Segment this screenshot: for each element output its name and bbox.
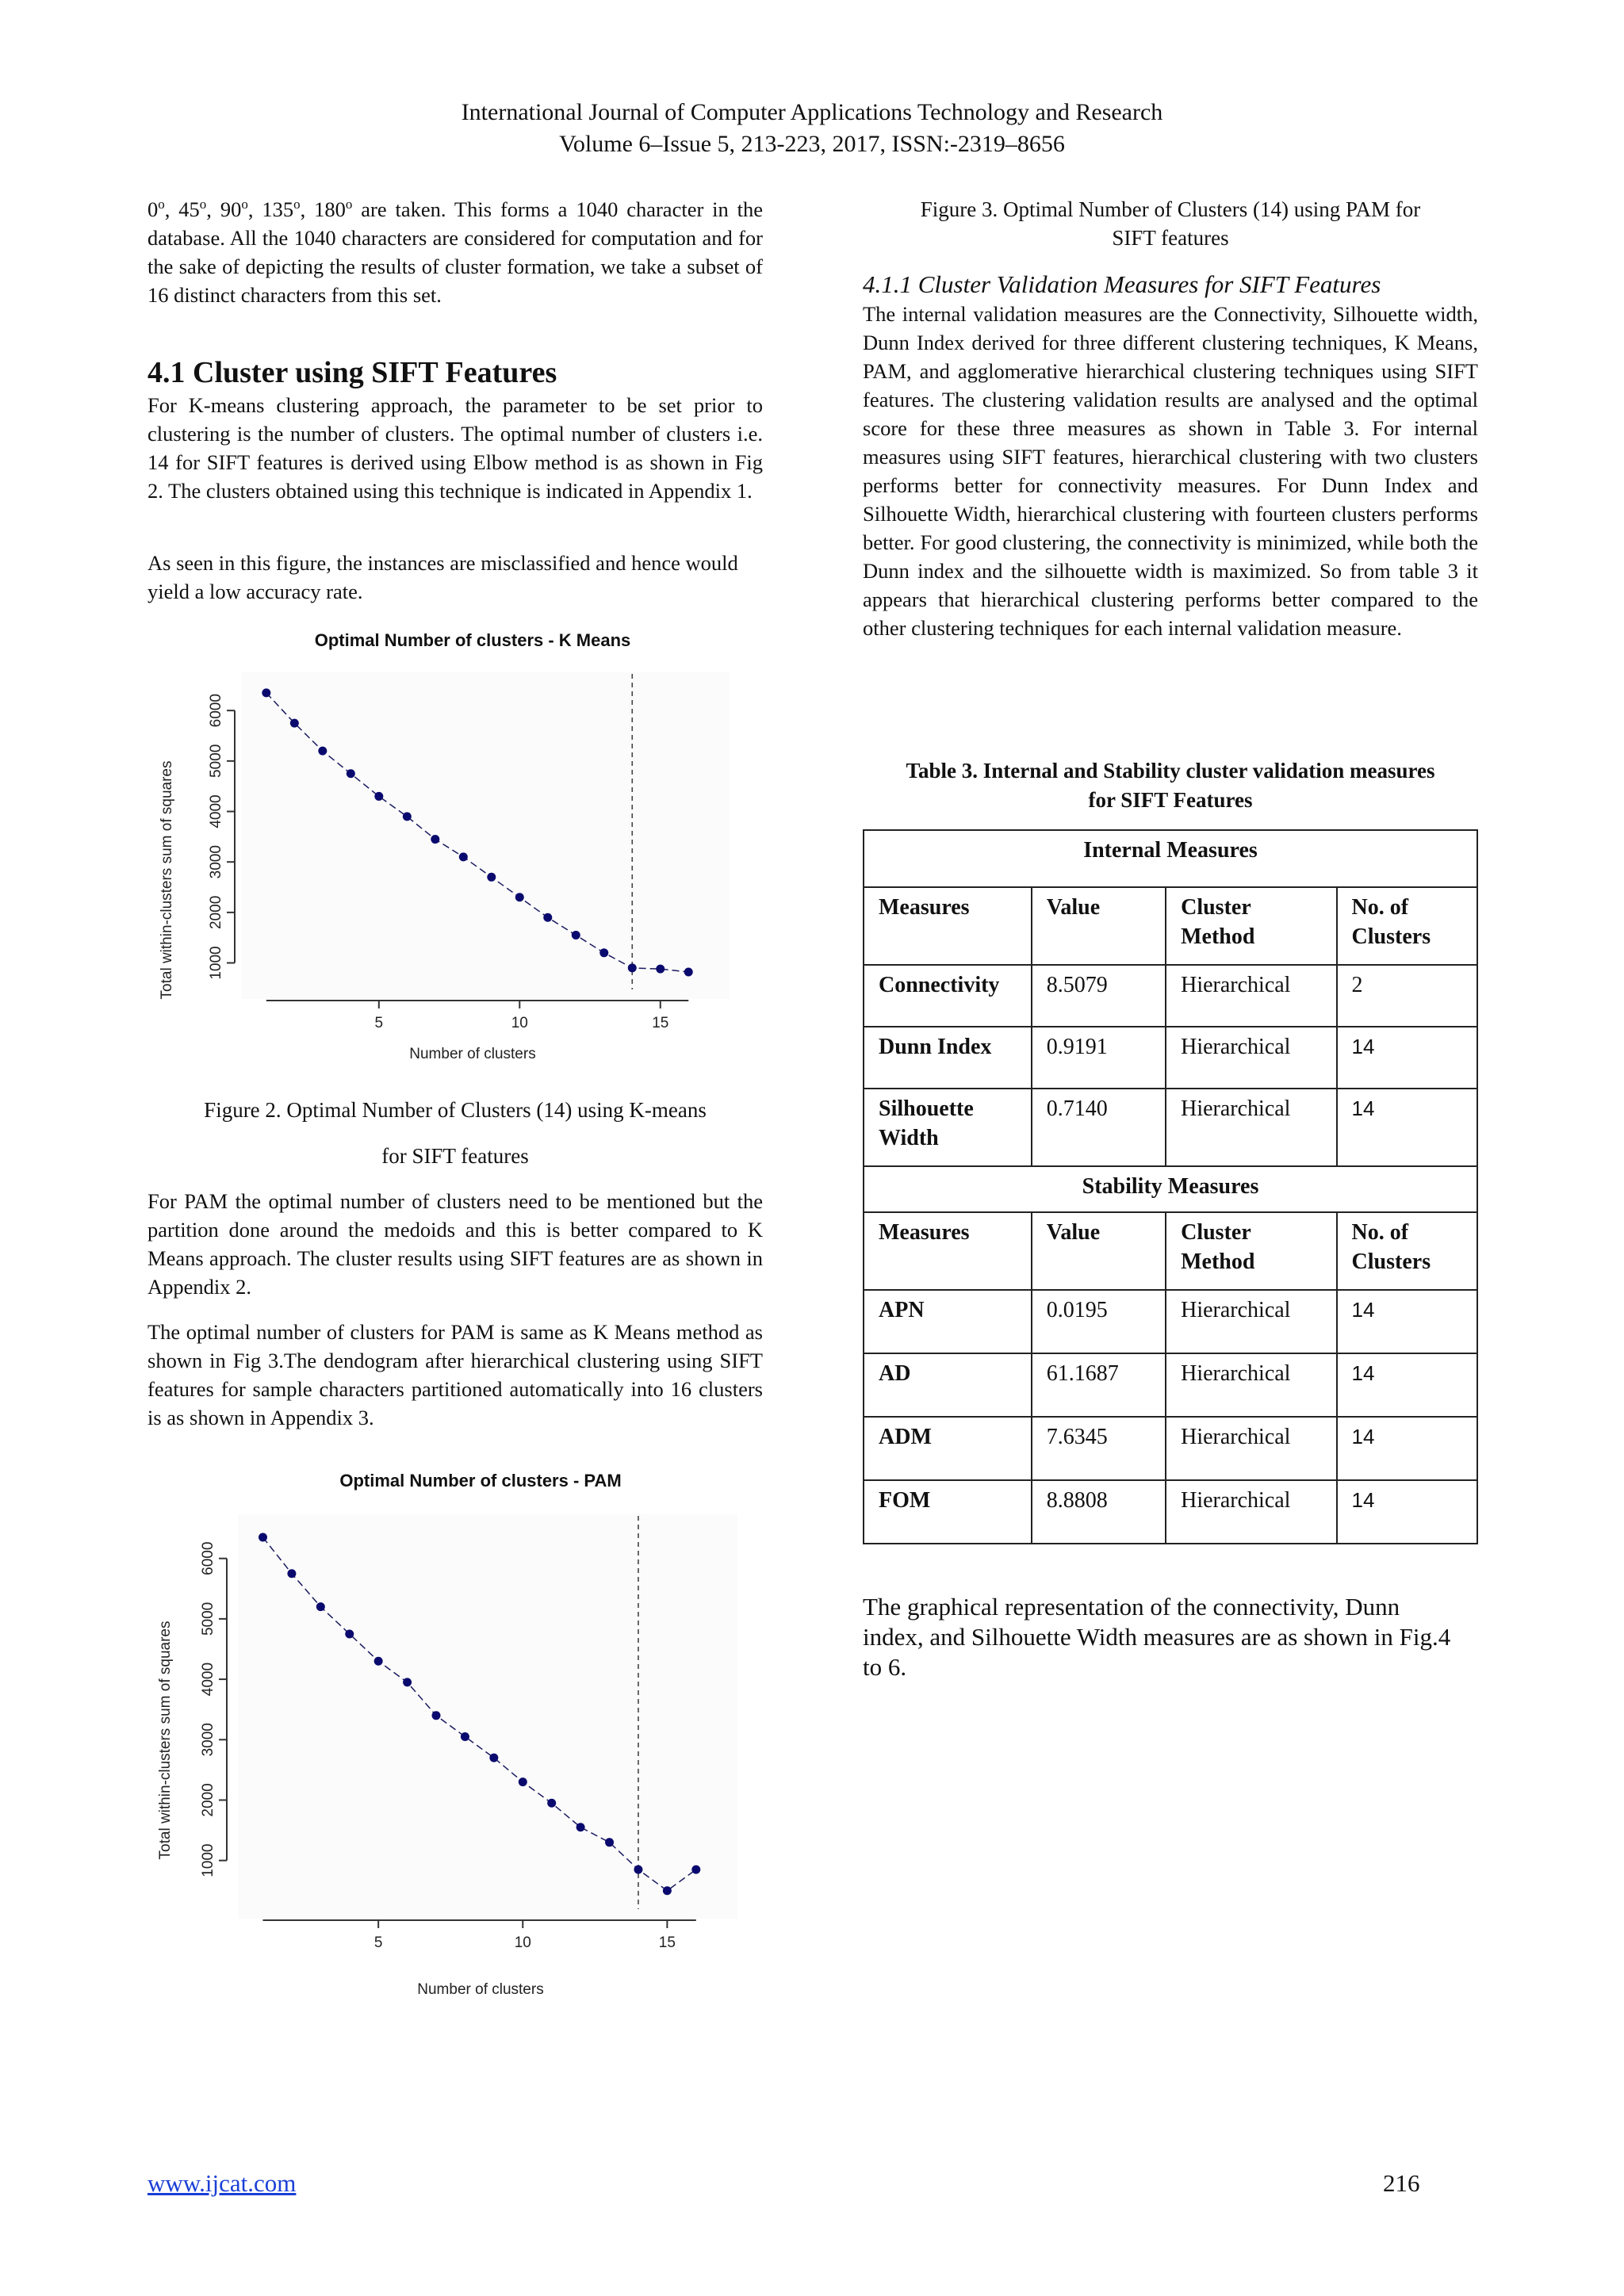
kmeans-elbow-chart [147, 618, 774, 1070]
plot-background [238, 1514, 737, 1919]
angle-180: 180 [314, 197, 346, 221]
footer-link[interactable]: www.ijcat.com [147, 2169, 297, 2197]
x-tick-label: 10 [514, 1934, 531, 1951]
data-point [656, 965, 665, 974]
table-row: APN 0.0195 Hierarchical 14 [864, 1290, 1477, 1353]
y-tick-label: 4000 [208, 794, 224, 828]
data-point [515, 893, 524, 901]
angle-0: 0 [147, 197, 159, 221]
internal-measures-title: Internal Measures [864, 830, 1477, 887]
x-tick-label: 5 [374, 1015, 384, 1031]
table-header-row: Measures Value Cluster Method No. of Clusters [864, 887, 1477, 965]
table-row: ADM 7.6345 Hierarchical 14 [864, 1417, 1477, 1480]
y-axis-label: Total within-clusters sum of squares [157, 1621, 174, 1860]
data-point [290, 719, 299, 728]
data-point [459, 852, 468, 861]
right-closing-paragraph: The graphical representation of the connectivity, Dunn index, and Silhouette Width measures are as shown in Fig.4 to 6. [863, 1593, 1451, 1681]
table-row: FOM 8.8808 Hierarchical 14 [864, 1480, 1477, 1544]
y-tick-label: 3000 [208, 845, 224, 879]
data-point [691, 1866, 700, 1874]
y-tick-label: 2000 [200, 1783, 216, 1817]
stability-measures-title: Stability Measures [864, 1166, 1477, 1212]
y-axis-label: Total within-clusters sum of squares [159, 760, 175, 1000]
y-tick-label: 6000 [200, 1541, 216, 1575]
figure3-caption-line2: SIFT features [1112, 226, 1229, 250]
data-point [628, 963, 637, 972]
y-tick-label: 5000 [200, 1601, 216, 1636]
chart-plot [208, 672, 730, 1031]
y-tick-label: 4000 [200, 1662, 216, 1697]
x-tick-label: 10 [511, 1015, 528, 1031]
table3-caption: Table 3. Internal and Stability cluster validation measures for SIFT Features [906, 759, 1435, 812]
angle-135: 135 [262, 197, 294, 221]
left-paragraph-dendogram: The optimal number of clusters for PAM is same as K Means method as shown in Fig 3.The dendogram after hierarchical clustering using SIFT features for sample characters partitioned automatically into 16 clusters is as shown in Appendix 3. [147, 1320, 763, 1429]
x-tick-label: 5 [373, 1934, 383, 1951]
data-point [345, 1629, 354, 1638]
data-point [487, 873, 496, 882]
left-paragraph-misclassified: As seen in this figure, the instances are misclassified and hence would yield a low accuracy rate. [147, 551, 738, 603]
data-point [403, 1678, 412, 1686]
y-tick-label: 1000 [200, 1843, 216, 1877]
data-point [543, 913, 552, 922]
x-axis-label: Number of clusters [417, 1981, 544, 1998]
pam-elbow-chart [147, 1459, 774, 2006]
left-paragraph-kmeans: For K-means clustering approach, the parameter to be set prior to clustering is the number of clusters. The optimal number of clusters i.e. 14 for SIFT features is derived using Elbow method is as shown in Fig 2. The clusters obtained using this technique is indicated in Appendix 1. [147, 393, 763, 503]
plot-background [242, 672, 730, 999]
data-point [576, 1823, 585, 1831]
left-intro-paragraph: 0$^o$, 45$^o$, 90$^o$, 135$^o$, 180$^o$ are taken. This forms a 1040 character in the database. All the 1040 characters are considered for computation and for the sake of depicting the results of cluster formation, we take a subset of 16 distinct characters from this set. [147, 197, 764, 307]
data-point [684, 967, 693, 976]
y-tick-label: 2000 [208, 895, 224, 930]
figure2-caption-line2: for SIFT features [381, 1144, 529, 1168]
data-point [374, 792, 383, 801]
data-point [287, 1569, 296, 1578]
journal-title: International Journal of Computer Applications Technology and Research [461, 99, 1163, 125]
y-tick-label: 1000 [208, 946, 224, 980]
figure2-caption-line1: Figure 2. Optimal Number of Clusters (14) using K-means [204, 1098, 707, 1122]
y-tick-label: 5000 [208, 744, 224, 779]
table-row: Dunn Index 0.9191 Hierarchical 14 [864, 1027, 1477, 1089]
data-point [431, 835, 439, 844]
data-point [374, 1657, 383, 1666]
y-tick-label: 3000 [200, 1723, 216, 1757]
data-point [605, 1838, 614, 1846]
data-point [599, 948, 608, 957]
data-point [403, 812, 412, 821]
table-header-row: Measures Value Cluster Method No. of Clusters [864, 1212, 1477, 1290]
left-paragraph-pam: For PAM the optimal number of clusters need to be mentioned but the partition done around the medoids and this is better compared to K Means approach. The cluster results using SIFT features are as shown in Appendix 2. [147, 1189, 763, 1299]
data-point [663, 1886, 672, 1895]
data-point [461, 1732, 469, 1741]
data-point [634, 1866, 642, 1874]
data-point [519, 1777, 527, 1786]
data-point [432, 1711, 441, 1720]
subsection-heading: 4.1.1 Cluster Validation Measures for SIFT Features [863, 270, 1381, 298]
chart-title: Optimal Number of clusters - K Means [314, 630, 631, 650]
data-point [489, 1754, 498, 1762]
table3 [863, 829, 1478, 1544]
journal-volume: Volume 6–Issue 5, 213-223, 2017, ISSN:-2319–8656 [559, 131, 1065, 157]
chart-title: Optimal Number of clusters - PAM [339, 1471, 622, 1490]
data-point [572, 931, 580, 939]
x-tick-label: 15 [652, 1015, 669, 1031]
angle-45: 45 [178, 197, 200, 221]
chart-plot [200, 1514, 737, 1951]
table-row: Connectivity 8.5079 Hierarchical 2 [864, 965, 1477, 1027]
data-point [262, 688, 270, 697]
data-point [547, 1799, 556, 1808]
data-point [316, 1602, 325, 1611]
page-number: 216 [1383, 2169, 1420, 2197]
table-row: AD 61.1687 Hierarchical 14 [864, 1353, 1477, 1417]
table-row: Silhouette Width 0.7140 Hierarchical 14 [864, 1089, 1477, 1166]
data-point [259, 1533, 267, 1542]
data-point [318, 747, 327, 756]
figure3-caption-line1: Figure 3. Optimal Number of Clusters (14) using PAM for [920, 197, 1421, 221]
x-tick-label: 15 [658, 1934, 676, 1951]
data-point [347, 769, 355, 778]
right-validation-paragraph: The internal validation measures are the Connectivity, Silhouette width, Dunn Index derived for three different clustering techniques, K Means, PAM, and agglomerative hierarchical clustering techniques using SIFT features. The clustering validation results are analysed and the optimal score for these three measures as shown in Table 3. For internal measures using SIFT features, hierarchical clustering with two clusters performs better for connectivity measures. For Dunn Index and Silhouette Width, hierarchical clustering with fourteen clusters performs better. For good clustering, the connectivity is minimized, while both the Dunn index and the silhouette width is maximized. So from table 3 it appears that hierarchical clustering performs better compared to the other clustering techniques for each internal validation measure. [863, 302, 1478, 640]
section-heading: 4.1 Cluster using SIFT Features [147, 356, 557, 389]
y-tick-label: 6000 [208, 694, 224, 728]
angle-90: 90 [220, 197, 242, 221]
x-axis-label: Number of clusters [409, 1046, 536, 1062]
